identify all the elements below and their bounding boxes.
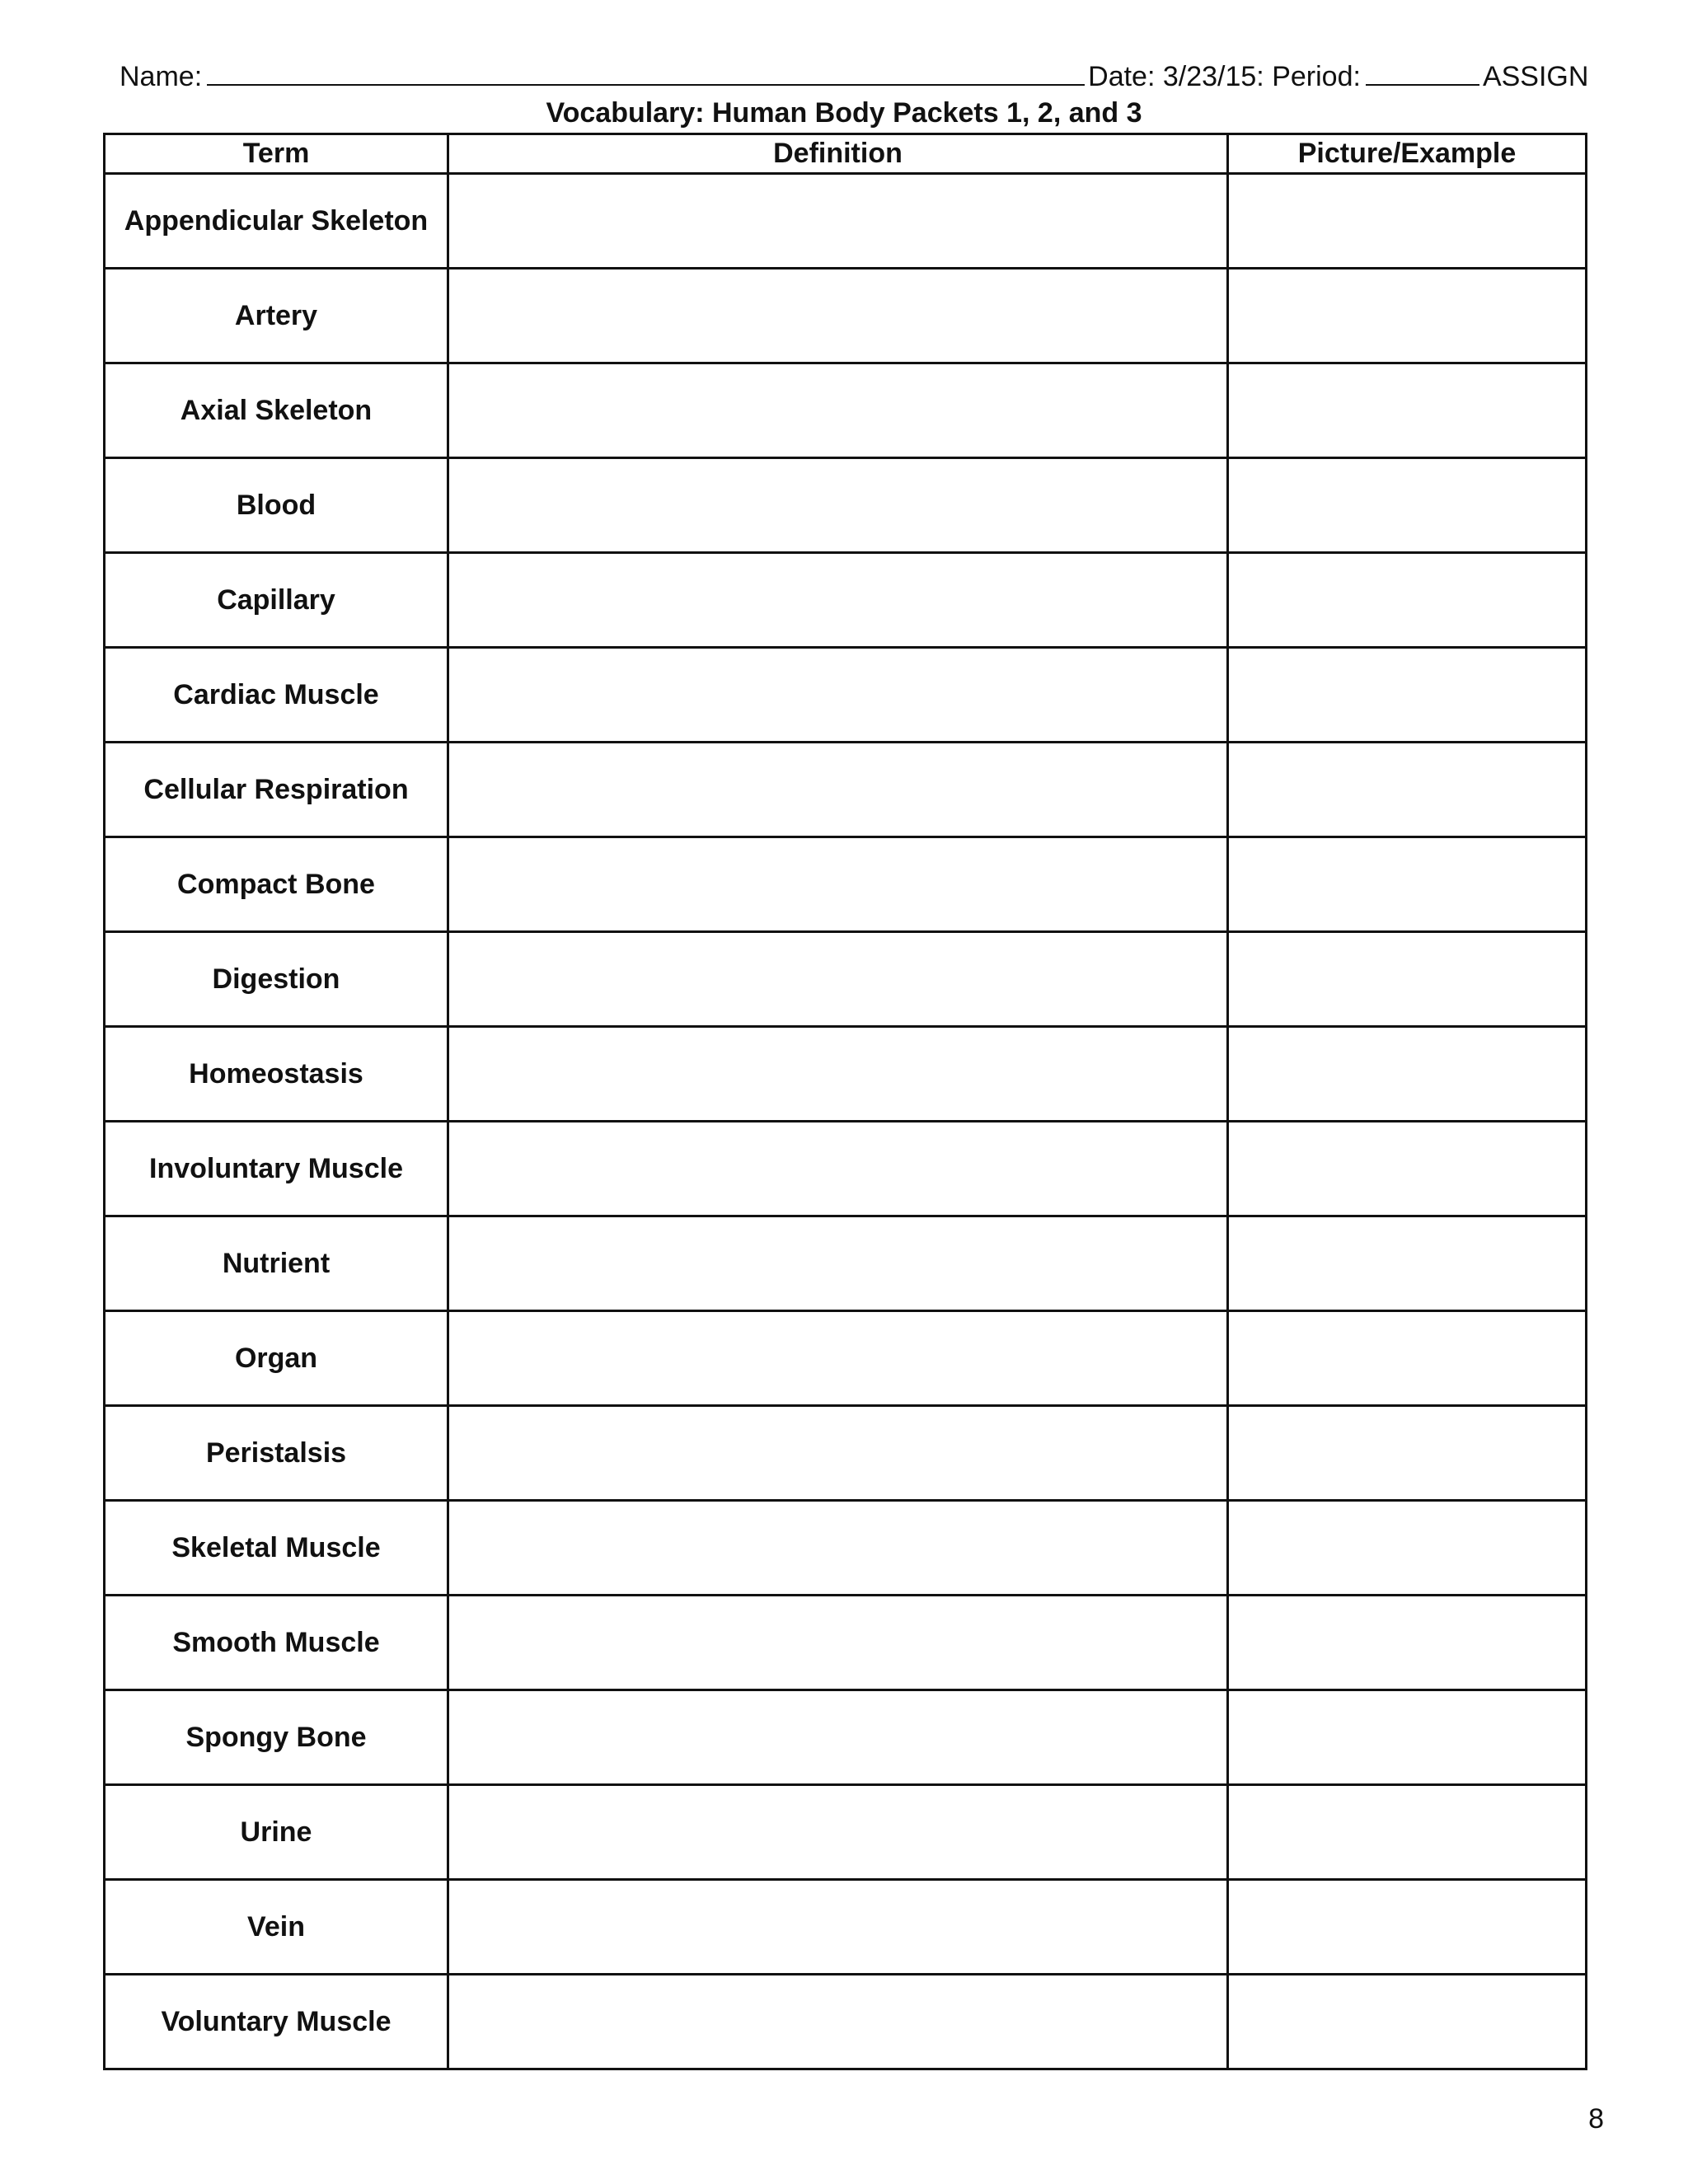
table-row: [105, 1027, 1587, 1122]
picture-example-cell[interactable]: [1228, 1216, 1587, 1311]
definition-cell[interactable]: [448, 363, 1228, 458]
column-header-term: Term: [105, 134, 448, 174]
term-cell: Cellular Respiration: [105, 743, 448, 837]
table-row: [105, 1216, 1587, 1311]
definition-cell[interactable]: [448, 1406, 1228, 1501]
period-label: Period:: [1272, 61, 1361, 92]
definition-cell[interactable]: [448, 1785, 1228, 1880]
definition-cell[interactable]: [448, 1690, 1228, 1785]
term-cell: Artery: [105, 269, 448, 363]
table-row: [105, 1690, 1587, 1785]
term-cell: Compact Bone: [105, 837, 448, 932]
name-field[interactable]: [207, 56, 1085, 86]
picture-example-cell[interactable]: [1228, 269, 1587, 363]
table-row: [105, 1501, 1587, 1596]
term-cell: Urine: [105, 1785, 448, 1880]
picture-example-cell[interactable]: [1228, 1122, 1587, 1216]
picture-example-cell[interactable]: [1228, 553, 1587, 648]
definition-cell[interactable]: [448, 1501, 1228, 1596]
definition-cell[interactable]: [448, 648, 1228, 743]
worksheet-header: [120, 56, 1589, 96]
definition-cell[interactable]: [448, 1880, 1228, 1975]
term-cell: Digestion: [105, 932, 448, 1027]
term-cell: Involuntary Muscle: [105, 1122, 448, 1216]
definition-cell[interactable]: [448, 837, 1228, 932]
table-row: [105, 1122, 1587, 1216]
term-cell: Vein: [105, 1880, 448, 1975]
definition-cell[interactable]: [448, 1596, 1228, 1690]
definition-cell[interactable]: [448, 1311, 1228, 1406]
table-row: [105, 1311, 1587, 1406]
term-cell: Peristalsis: [105, 1406, 448, 1501]
picture-example-cell[interactable]: [1228, 363, 1587, 458]
picture-example-cell[interactable]: [1228, 458, 1587, 553]
table-row: [105, 1880, 1587, 1975]
date-label: Date: 3/23/15:: [1088, 61, 1264, 92]
table-row: [105, 648, 1587, 743]
picture-example-cell[interactable]: [1228, 174, 1587, 269]
table-header-row: [105, 134, 1587, 174]
picture-example-cell[interactable]: [1228, 1880, 1587, 1975]
picture-example-cell[interactable]: [1228, 1406, 1587, 1501]
term-cell: Appendicular Skeleton: [105, 174, 448, 269]
table-row: [105, 269, 1587, 363]
picture-example-cell[interactable]: [1228, 648, 1587, 743]
definition-cell[interactable]: [448, 269, 1228, 363]
table-row: [105, 837, 1587, 932]
picture-example-cell[interactable]: [1228, 932, 1587, 1027]
table-row: [105, 174, 1587, 269]
picture-example-cell[interactable]: [1228, 1596, 1587, 1690]
table-row: [105, 1406, 1587, 1501]
term-cell: Blood: [105, 458, 448, 553]
definition-cell[interactable]: [448, 1216, 1228, 1311]
definition-cell[interactable]: [448, 932, 1228, 1027]
name-label: Name:: [120, 61, 203, 92]
column-header-definition: Definition: [448, 134, 1228, 174]
assign-label: ASSIGN: [1482, 61, 1589, 92]
vocabulary-table: [103, 133, 1587, 2070]
term-cell: Smooth Muscle: [105, 1596, 448, 1690]
table-row: [105, 1975, 1587, 2069]
table-row: [105, 458, 1587, 553]
picture-example-cell[interactable]: [1228, 1690, 1587, 1785]
picture-example-cell[interactable]: [1228, 837, 1587, 932]
definition-cell[interactable]: [448, 553, 1228, 648]
term-cell: Voluntary Muscle: [105, 1975, 448, 2069]
page-number: 8: [1588, 2103, 1604, 2135]
definition-cell[interactable]: [448, 1027, 1228, 1122]
definition-cell[interactable]: [448, 1975, 1228, 2069]
term-cell: Spongy Bone: [105, 1690, 448, 1785]
picture-example-cell[interactable]: [1228, 1785, 1587, 1880]
term-cell: Capillary: [105, 553, 448, 648]
table-row: [105, 743, 1587, 837]
term-cell: Organ: [105, 1311, 448, 1406]
table-row: [105, 553, 1587, 648]
table-row: [105, 1596, 1587, 1690]
picture-example-cell[interactable]: [1228, 1311, 1587, 1406]
term-cell: Skeletal Muscle: [105, 1501, 448, 1596]
definition-cell[interactable]: [448, 743, 1228, 837]
table-row: [105, 1785, 1587, 1880]
term-cell: Cardiac Muscle: [105, 648, 448, 743]
definition-cell[interactable]: [448, 174, 1228, 269]
definition-cell[interactable]: [448, 458, 1228, 553]
picture-example-cell[interactable]: [1228, 1027, 1587, 1122]
picture-example-cell[interactable]: [1228, 1975, 1587, 2069]
term-cell: Homeostasis: [105, 1027, 448, 1122]
table-row: [105, 363, 1587, 458]
term-cell: Axial Skeleton: [105, 363, 448, 458]
picture-example-cell[interactable]: [1228, 743, 1587, 837]
column-header-picture-example: Picture/Example: [1228, 134, 1587, 174]
definition-cell[interactable]: [448, 1122, 1228, 1216]
worksheet-title: Vocabulary: Human Body Packets 1, 2, and 3: [546, 97, 1142, 129]
table-row: [105, 932, 1587, 1027]
term-cell: Nutrient: [105, 1216, 448, 1311]
period-field[interactable]: [1366, 56, 1479, 86]
picture-example-cell[interactable]: [1228, 1501, 1587, 1596]
